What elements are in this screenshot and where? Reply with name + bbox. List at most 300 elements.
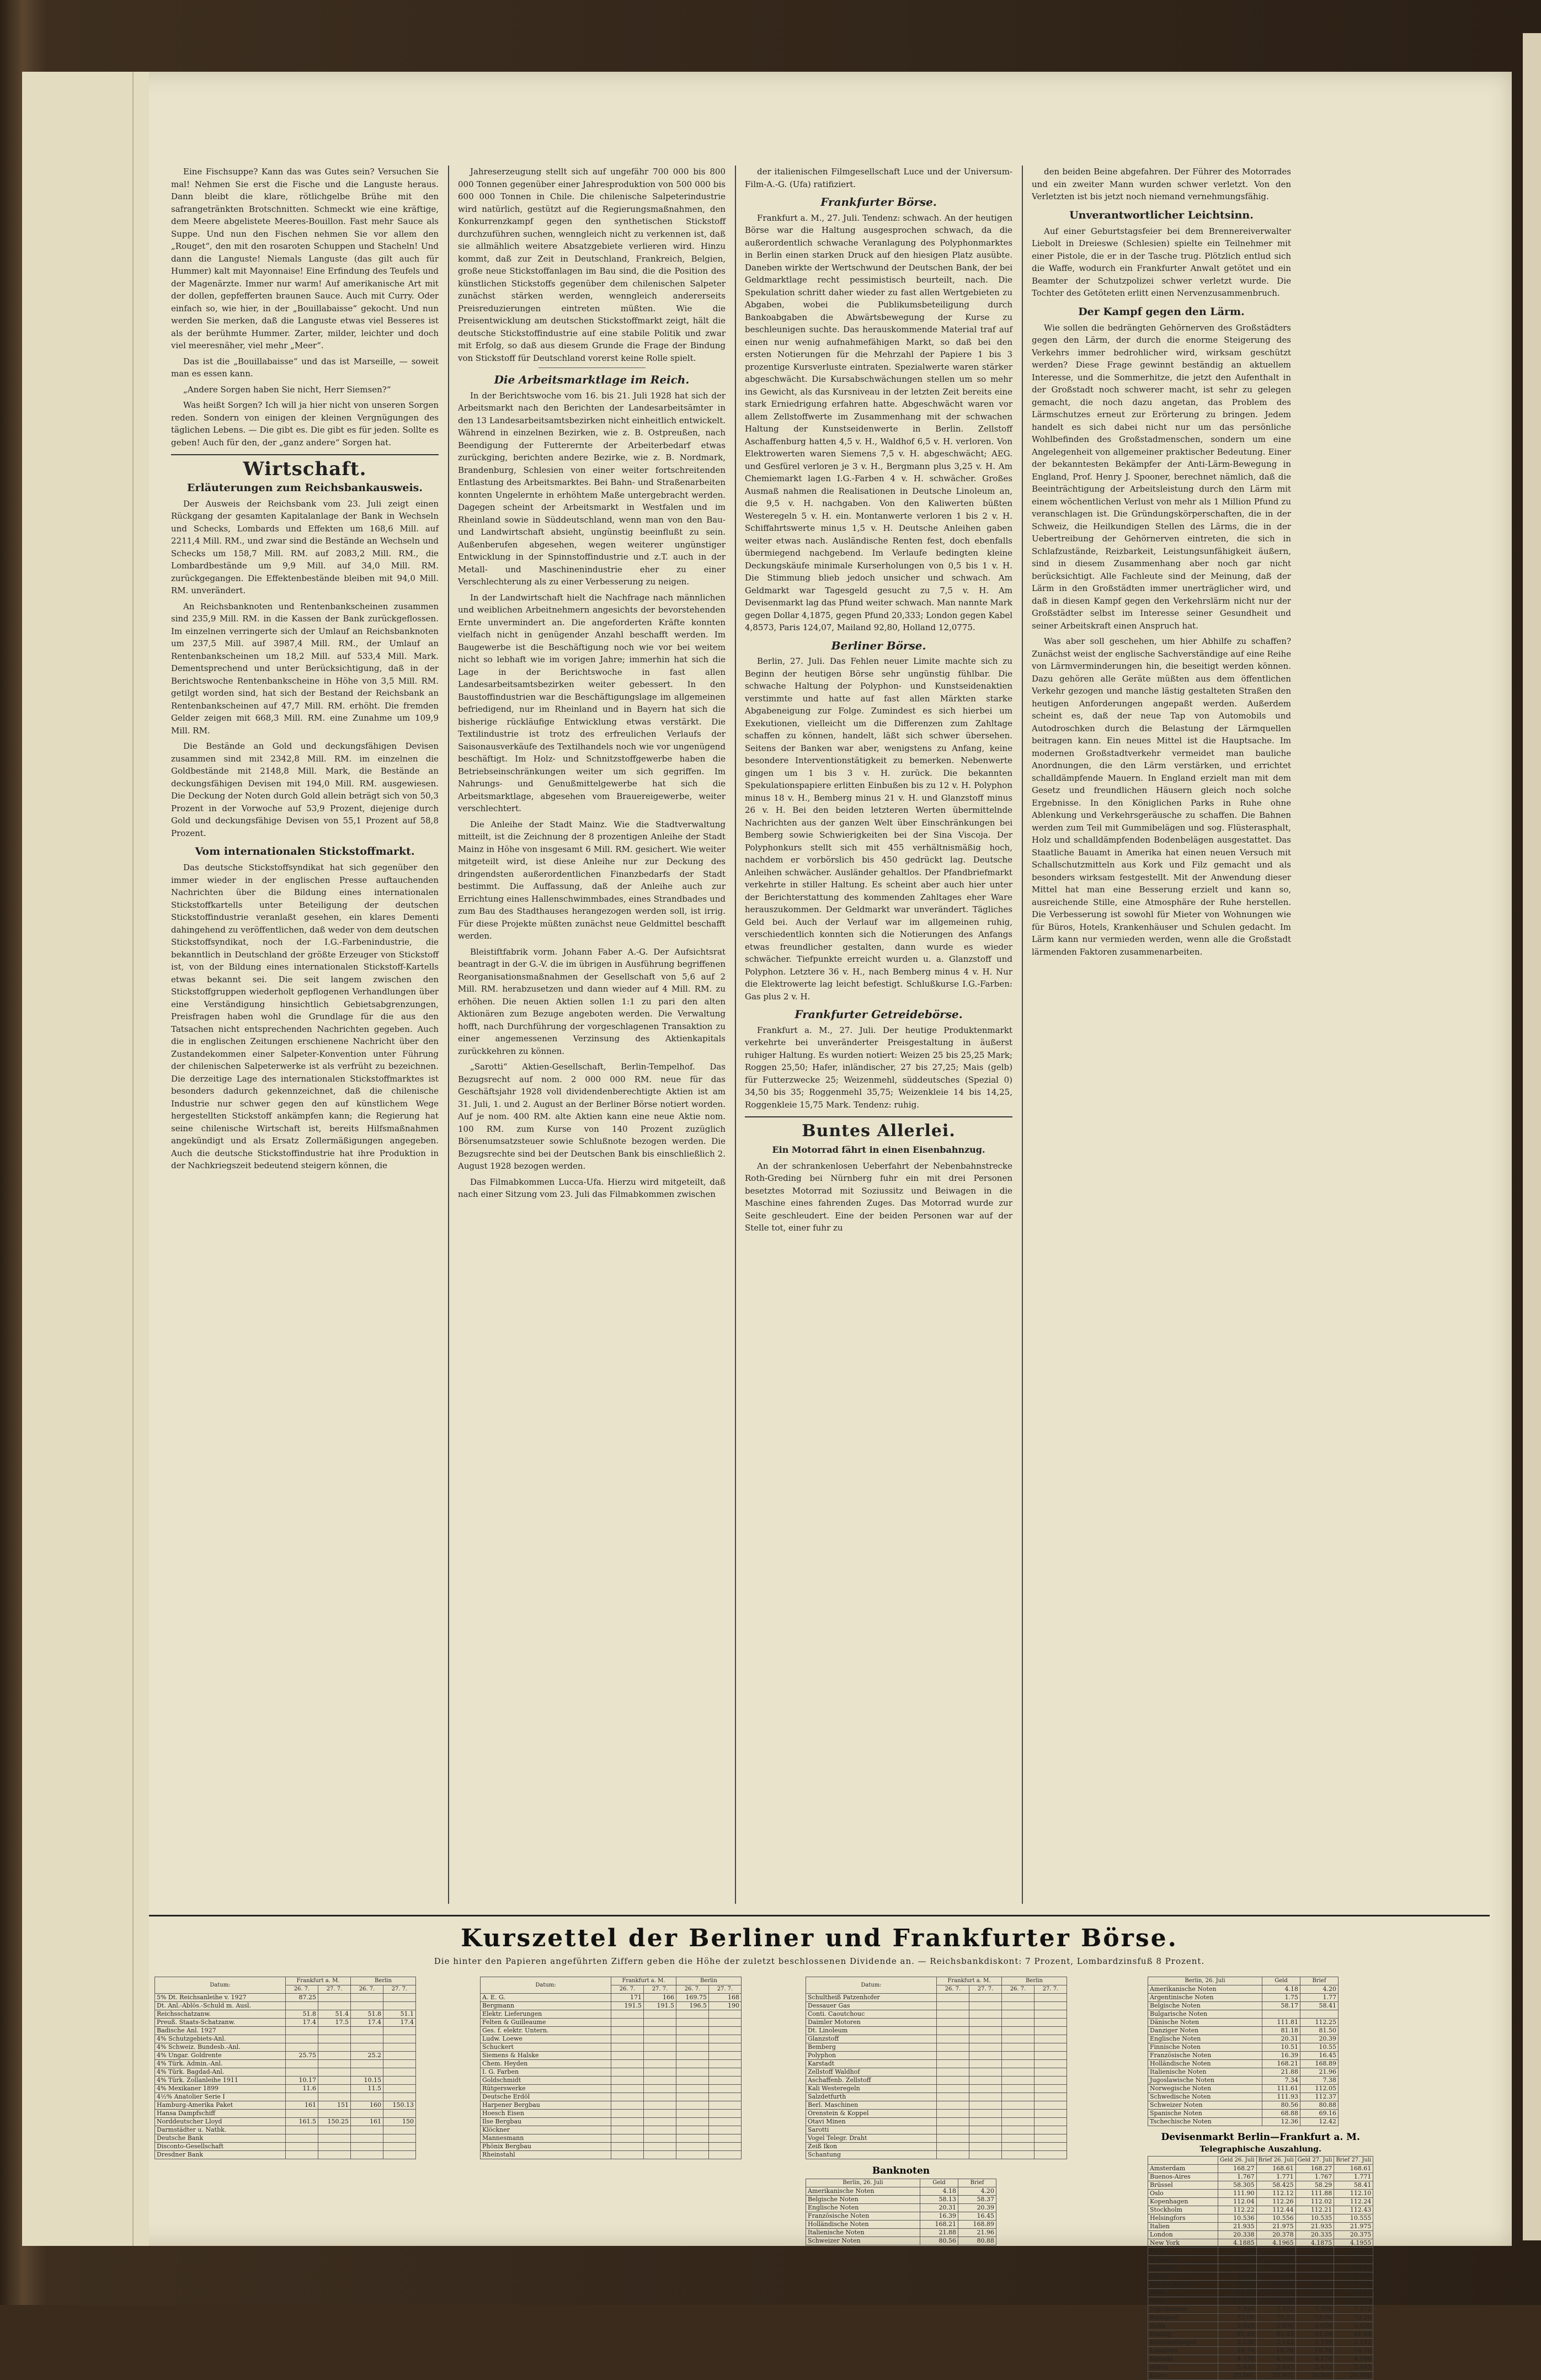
quote-value [318,2143,351,2151]
rate-value: 168.27 [1218,2165,1257,2173]
quote-value: 191.5 [611,2002,644,2010]
quote-value [937,2110,969,2118]
quote-value [676,2101,709,2110]
table-header-row [806,1977,1067,1985]
rate-value: 1.932 [1218,2272,1257,2281]
quote-value [611,2010,644,2019]
quote-value: 150.25 [318,2118,351,2126]
table-row [481,2101,742,2110]
rate-value: 21.975 [1256,2223,1295,2231]
quote-value [709,2068,742,2076]
column-group-berlin: Berlin [351,1977,416,1985]
noten-block [1148,1977,1373,2380]
quote-value: 17.5 [318,2019,351,2027]
column-header-date: 27. 7. [1035,1985,1067,1994]
quote-value [611,2052,644,2060]
table-row [1148,2297,1373,2306]
quote-value [969,2126,1002,2134]
quote-value [318,2043,351,2052]
quote-value [383,2027,416,2035]
quote-value [611,2085,644,2093]
column-header-date: 26. 7. [937,1985,969,1994]
currency-name: Konstantinopel [1148,2339,1218,2347]
quote-value [709,2060,742,2068]
quote-value [937,2035,969,2043]
table-row [1148,2019,1339,2027]
column-header-date: 26. 7. [351,1985,383,1994]
table-row [806,2143,1067,2151]
quote-value [383,2085,416,2093]
security-name: 4% Mexikaner 1899 [155,2085,286,2093]
rate-value: 20.901 [1256,2372,1295,2380]
table-row [1148,2118,1339,2126]
rate-value: 20.900 [1334,2372,1373,2380]
quote-value [318,2085,351,2093]
currency-name: Danzig [1148,2330,1218,2339]
quote-value [351,2143,383,2151]
currency-name: Holländische Noten [806,2221,920,2229]
table-row [155,2002,416,2010]
rate-value: 20.375 [1334,2231,1373,2239]
security-name: Hoesch Eisen [481,2110,611,2118]
column-header-date: 27. 7. [969,1985,1002,1994]
rate-value: 10.555 [1334,2214,1373,2223]
quote-value [969,2093,1002,2101]
table-row [481,2035,742,2043]
security-name: 4% Türk. Bagdad-Anl. [155,2068,286,2076]
security-name: Chem. Heyden [481,2060,611,2068]
quote-value [318,2076,351,2085]
rate-value: 0.502 [1295,2281,1334,2289]
article-berliner-boerse [745,655,1012,1003]
quote-value [383,2060,416,2068]
quote-value: 25.2 [351,2052,383,2060]
quote-value [286,2043,318,2052]
quote-value [1035,2068,1067,2076]
quote-value [351,2002,383,2010]
currency-name: Schwedische Noten [1148,2093,1262,2101]
rate-value: 10.535 [1295,2214,1334,2223]
quote-value [676,2085,709,2093]
table-row [1148,2322,1373,2330]
column-group-frankfurt: Frankfurt a. M. [286,1977,351,1985]
quote-value: 17.4 [286,2019,318,2027]
rate-value: 1.771 [1256,2173,1295,2181]
column-header: Brief 27. Juli [1334,2157,1373,2165]
quote-value [709,2118,742,2126]
rate-value: 80.56 [920,2237,958,2245]
quote-value [1002,2134,1035,2143]
rate-value: 21.88 [920,2229,958,2237]
security-name: Glanzstoff [806,2035,937,2043]
quote-value [969,2085,1002,2093]
rate-value: 112.37 [1300,2093,1339,2101]
quote-value [383,2035,416,2043]
quote-value [318,2110,351,2118]
currency-name: Amsterdam [1148,2165,1218,2173]
table-row [806,2118,1067,2126]
security-name: 4% Schweiz. Bundesb.-Anl. [155,2043,286,2052]
column-header: Geld [1262,1977,1300,1985]
table-row [481,2126,742,2134]
table-row [155,2043,416,2052]
currency-name: Danziger Noten [1148,2027,1262,2035]
rate-value: 3.030 [1256,2322,1295,2330]
quote-value [1035,2134,1067,2143]
quote-value [676,2043,709,2052]
quote-value [1035,2126,1067,2134]
security-name: 5% Dt. Reichsanleihe v. 1927 [155,1994,286,2002]
rate-value: 4.1885 [1218,2239,1257,2248]
quote-value [1002,2060,1035,2068]
rate-value: 58.99 [1218,2289,1257,2297]
rate-value: 73.22 [1256,2314,1295,2322]
quote-value [1035,2002,1067,2010]
table-row [806,2035,1067,2043]
currency-name: Schweiz [1148,2256,1218,2264]
rate-value: 0.502 [1218,2281,1257,2289]
rate-value: 0.504 [1256,2281,1295,2289]
rate-value: 111.90 [1218,2190,1257,2198]
rate-value: 80.56 [1262,2101,1300,2110]
paragraph: Was heißt Sorgen? Ich will ja hier nicht von unseren Sorgen reden. Sondern von einigen der kleinen Vergnügungen des täglichen Lebens. — Die gibt es. Die gibt es für jeden. Sollte es geben! Auch für den, der „ganz andere“ Sorgen hat. [171,400,439,448]
rate-value: 10.556 [1256,2214,1295,2223]
rate-value: 3.030 [1334,2322,1373,2330]
binding-edge [132,72,134,2246]
table-row [481,2002,742,2010]
quote-value [1035,2085,1067,2093]
security-name: Hamburg-Amerika Paket [155,2101,286,2110]
rate-value: 81.45 [1256,2330,1295,2339]
table-row [1148,2043,1339,2052]
security-name: Dt. Anl.-Ablös.-Schuld m. Ausl. [155,2002,286,2010]
quote-value [318,2052,351,2060]
table-row [806,2052,1067,2060]
table-row [481,2068,742,2076]
table-row [806,2027,1067,2035]
quote-value: 87.25 [286,1994,318,2002]
table-row [1148,2181,1373,2190]
quote-value: 168 [709,1994,742,2002]
quote-value [644,2101,676,2110]
column-group-frankfurt: Frankfurt a. M. [937,1977,1002,1985]
paragraph: den beiden Beine abgefahren. Der Führer des Motorrades und ein zweiter Mann wurden schwer verletzt. Von den Verletzten ist bis jetzt noch niemand vernehmungsfähig. [1032,167,1291,201]
quote-value [676,2035,709,2043]
security-name: Ilse Bergbau [481,2118,611,2126]
quote-value [1035,2151,1067,2159]
rate-value: 112.04 [1218,2198,1257,2206]
table-row [806,2212,996,2221]
rate-value: 58.13 [920,2196,958,2204]
security-name: Otavi Minen [806,2118,937,2126]
table-row [481,2093,742,2101]
banknoten-block [806,2163,996,2245]
quote-value: 150 [383,2118,416,2126]
paragraph: Die Anleihe der Stadt Mainz. Wie die Stadtverwaltung mitteilt, ist die Zeichnung der 8 prozentigen Anleihe der Stadt Mainz in Höhe von insgesamt 6 Mill. RM. gesichert. Wie weiter mitgeteilt wird, ist diese Anleihe nur zur Deckung des dringendsten außerordentlichen Finanzbedarfs der Stadt bestimmt. Die Auffassung, daß der Anleihe auch zur Errichtung eines Hallenschwimmbades, eines Strandbades und zum Bau des Stadthauses herangezogen werden soll, ist irrig. Für diese Projekte müßten zunächst neue Geldmittel beschafft werden. [458,819,726,941]
quote-value [644,2068,676,2076]
currency-name: Budapest [1148,2314,1218,2322]
quote-value [676,2126,709,2134]
quote-value [383,2052,416,2060]
security-name: Dt. Linoleum [806,2027,937,2035]
quote-value [709,2035,742,2043]
column-header-date: 26. 7. [286,1985,318,1994]
column-1-intro [171,166,439,449]
rate-value: 16.425 [1334,2248,1373,2256]
table-row [1148,2372,1373,2380]
quote-value [286,2027,318,2035]
quote-value [1035,2035,1067,2043]
rate-value: 4.18 [920,2187,958,2196]
rate-value: 112.21 [1295,2206,1334,2214]
quote-value [937,2151,969,2159]
quote-value [644,2027,676,2035]
rate-value: 18.78 [1256,2347,1295,2355]
column-header: Brief [958,2179,996,2187]
table-row [481,2110,742,2118]
security-name: 4% Ungar. Goldrente [155,2052,286,2060]
rate-value: 58.29 [1295,2181,1334,2190]
rate-value: 1.936 [1256,2272,1295,2281]
column-header-date: 26. 7. [1002,1985,1035,1994]
column-header-date: 27. 7. [709,1985,742,1994]
security-name: Aschaffenb. Zellstoff [806,2076,937,2085]
currency-name: Dänische Noten [1148,2019,1262,2027]
table-row [481,2118,742,2126]
rate-value: 4.178 [1218,2355,1257,2363]
rate-value: 81.29 [1218,2330,1257,2339]
quote-value [611,2076,644,2085]
quote-value [676,2143,709,2151]
column-2-top [458,166,726,364]
rate-value: 58.41 [1334,2181,1373,2190]
paragraph: Was aber soll geschehen, um hier Abhilfe zu schaffen? Zunächst weist der englische Sachverständige auf eine Reihe von Lärmverminderungen hin, die beseitigt werden können. Dazu gehören alle Geräte müßten aus dem öffentlichen Verkehr gezogen und manche lästig gestalteten Straßen den heutigen Anforderungen angepaßt werden. Außerdem scheint es, daß der neue Tap von Automobils und Autodroschken durch die Belastung der Lärmquellen beitragen kann. Ein neues Mittel ist die Hauptsache. Im modernen Großstadtverkehr vermeidet man bauliche Anordnungen, die den Lärm verstärken, und errichtet schalldämpfende Mauern. In England erzielt man mit dem Gesetz und freundlichen Häusern gleich noch solche Ergebnisse. In den Königlichen Parks in Ruhe ohne Ablenkung und Verkehrsgeräusche zu schaffen. Die Bahnen werden zum Teil mit Gummibelägen und sog. Flüsterasphalt, Holz und schalldämpfenden Bodenbelägen ausgestattet. Das Staatliche Bauamt in Amerika hat einen neuen Versuch mit Schallschutzmitteln aus Kork und Filz gemacht und als besonders wirksam festgestellt. Mit der Anwendung dieser Mittel hat man eine Besserung erzielt und kann so, ausreichende Stille, eine Atmosphäre der Ruhe herstellen. Die Verbesserung ist sowohl für Mieter von Wohnungen wie für Büros, Hotels, Krankenhäuser und Schulen gedacht. Im Lärm kann nur vermieden werden, wenn alle die Großstadt lärmenden Faktoren zusammenarbeiten. [1032,636,1291,957]
currency-name: Französische Noten [1148,2052,1262,2060]
rate-value: 69.29 [1295,2264,1334,2272]
table-row [1148,1994,1339,2002]
rate-value: 80.72 [1218,2256,1257,2264]
quote-value [611,2019,644,2027]
quote-value [709,2151,742,2159]
table-row [806,2187,996,2196]
quote-value [969,2110,1002,2118]
column-header: Brief [1300,1977,1339,1985]
quote-value [676,2010,709,2019]
table-row [155,1994,416,2002]
rate-value: 112.22 [1218,2206,1257,2214]
column-header: Geld [920,2179,958,2187]
currency-name: Amerikanische Noten [806,2187,920,2196]
paragraph: Auf einer Geburtstagsfeier bei dem Brennereiverwalter Liebolt in Dreieswe (Schlesien) spielte ein Teilnehmer mit einer Pistole, die er in der Tasche trug. Plötzlich entlud sich die Waffe, wodurch ein Frankfurter Anwalt getötet und ein Beamter der Schutzpolizei schwer verletzt wurde. Die Tochter des Getöteten erlitt einen Nervenzusammenbruch. [1032,226,1291,298]
quote-value: 11.5 [351,2085,383,2093]
table-row [806,2093,1067,2101]
quote-value [709,2134,742,2143]
rate-value: 16.39 [1218,2248,1257,2256]
quote-value [1002,2068,1035,2076]
quote-value [1002,2085,1035,2093]
quote-value [286,2110,318,2118]
table-row [1148,2002,1339,2010]
kurs-table-3 [806,1977,1067,2159]
quote-value [644,2118,676,2126]
quote-value [709,2085,742,2093]
quote-value: 10.15 [351,2076,383,2085]
column-header-datum: Datum: [155,1977,286,1994]
quote-value [969,2035,1002,2043]
rate-value: 1.935 [1334,2272,1373,2281]
quote-value [611,2027,644,2035]
quote-value [1035,2052,1067,2060]
column-header-date: 26. 7. [611,1985,644,1994]
column-4 [1032,166,1291,961]
rate-value: 168.89 [958,2221,996,2229]
security-name: Mannesmann [481,2134,611,2143]
rate-value: 18.78 [1334,2347,1373,2355]
rate-value: 3.024 [1218,2322,1257,2330]
article-title-reichsbank: Erläuterungen zum Reichsbankausweis. [186,481,423,494]
table-row [155,2101,416,2110]
quote-value [644,2134,676,2143]
column-header-date: 27. 7. [383,1985,416,1994]
quote-value [644,2019,676,2027]
rate-value: 0.504 [1334,2281,1373,2289]
quote-value [969,2002,1002,2010]
quote-value [318,2035,351,2043]
quote-value [644,2043,676,2052]
table-header-row [806,2179,996,2187]
currency-name: Kopenhagen [1148,2198,1218,2206]
heading-buntes-allerlei: Buntes Allerlei. [802,1121,956,1141]
quote-value [969,2143,1002,2151]
article-title-frankfurter-boerse: Frankfurter Börse. [820,195,937,209]
quote-value [709,2027,742,2035]
rate-value: 7.358 [1218,2306,1257,2314]
table-row [1148,2231,1373,2239]
quote-value [1002,2027,1035,2035]
rate-value: 73.20 [1334,2314,1373,2322]
table-row [1148,2330,1373,2339]
quote-value [1002,2035,1035,2043]
quote-value [318,2151,351,2159]
rate-value: 58.17 [1262,2002,1300,2010]
quote-value [969,2134,1002,2143]
rate-value: 112.12 [1256,2190,1295,2198]
table-row [1148,2248,1373,2256]
rate-value: 58.37 [958,2196,996,2204]
rate-value: 12.416 [1218,2297,1257,2306]
rate-value: 5.435 [1218,2363,1257,2372]
table-row [1148,2223,1373,2231]
security-name: 4½% Anatolier Serie I [155,2093,286,2101]
rate-value: 20.860 [1295,2372,1334,2380]
section-rule [149,1915,1490,1916]
quote-value [937,2085,969,2093]
rate-value: 20.335 [1295,2231,1334,2239]
rate-value: 10.55 [1300,2043,1339,2052]
quote-value [709,2093,742,2101]
table-row [1148,2052,1339,2060]
security-name: Siemens & Halske [481,2052,611,2060]
column-3 [745,166,1012,1238]
rate-value: 7.372 [1256,2306,1295,2314]
quote-value [969,2118,1002,2126]
security-name: Schultheiß Patzenhofer [806,1994,937,2002]
quote-value [611,2118,644,2126]
article-title-getreideboerse: Frankfurter Getreidebörse. [795,1008,963,1021]
kurs-table-2 [480,1977,742,2159]
quote-value: 17.4 [383,2019,416,2027]
quote-value: 51.1 [383,2010,416,2019]
quote-value [383,2093,416,2101]
column-rule [1022,166,1023,1904]
quote-value [937,2060,969,2068]
table-row [155,2151,416,2159]
rate-value: 7.34 [1262,2076,1300,2085]
quote-value: 17.4 [351,2019,383,2027]
quote-value [351,2035,383,2043]
security-name: Rütgerswerke [481,2085,611,2093]
rate-value: 10.51 [1262,2043,1300,2052]
rate-value: 16.39 [1262,2052,1300,2060]
quote-value [709,2052,742,2060]
security-name: Phönix Bergbau [481,2143,611,2151]
rate-value: 1.767 [1218,2173,1257,2181]
table-row [1148,2101,1339,2110]
quote-value: 51.8 [351,2010,383,2019]
column-header: Geld 27. Juli [1295,2157,1334,2165]
rate-value: 1.931 [1295,2272,1334,2281]
rate-value: 2.142 [1256,2339,1295,2347]
security-name: Badische Anl. 1927 [155,2027,286,2035]
paragraph: Frankfurt a. M., 27. Juli. Tendenz: schwach. An der heutigen Börse war die Haltung ausgesprochen schwach, da die außerordentlich schwache Veranlagung des Polyphonmarktes in Berlin einen starken Druck auf den hiesigen Platz ausübte. Daneben wirkte der Wertschwund der Deutschen Bank, der bei Geldmarktlage recht pessimistisch beurteilt, nach. Die Spekulation schritt daher wieder zu fast allen Wertgebieten zu Abgaben, wobei die Publikumsbeteiligung durch Bankoabgaben die Abwärtsbewegung der Kurse zu beschleunigen suchte. Das herauskommende Material traf auf einen nur wenig aufnahmefähigen Markt, so daß bei den ersten Notierungen für die Mehrzahl der Papiere 1 bis 3 prozentige Kursverluste eintraten. Spezialwerte waren stärker abgeschwächt. Die Kursabschwächungen stellen um so mehr ins Gewicht, als das Kursniveau in der letzten Zeit bereits eine stark Erniedrigung erfahren hatte. Abgeschwächt waren vor allem Zellstoffwerte im Zusammenhang mit der schwachen Haltung der Kunstseidenwerte in Berlin. Zellstoff Aschaffenburg hatten 4,5 v. H., Waldhof 6,5 v. H. verloren. Von Elektrowerten waren Siemens 7,5 v. H. abgeschwächt; AEG. und Gesfürel verloren je 3 v. H., Bergmann plus 3,25 v. H. Am Chemiemarkt lagen I.G.-Farben 4 v. H. schwächer. Großes Ausmaß nahmen die Realisationen in Deutsche Linoleum an, die 9,5 v. H. nachgaben. Von den Kaliwerten büßten Westeregeln 5 v. H. ein. Montanwerte verloren 1 bis 2 v. H. Schiffahrtswerte minus 1,5 v. H. Deutsche Anleihen gaben weiter etwas nach. Ausländische Renten fest, doch ebenfalls übermiegend nachgebend. Im Verlaufe bedingten kleine Deckungskäufe minimale Kurserholungen von 0,5 bis 1 v. H. Die Stimmung blieb jedoch unsicher und schwach. Am Geldmarkt war Tagesgeld gesucht zu 7,5 v. H. Am Devisenmarkt lag das Pfund weiter schwach. Man nannte Mark gegen Dollar 4,1875, gegen Pfund 20,333; London gegen Kabel 4,8573, Paris 124,07, Mailand 92,80, Holland 12,0775. [745,212,1012,632]
quote-value [318,2134,351,2143]
quote-value: 160 [351,2101,383,2110]
rate-value: 112.05 [1300,2085,1339,2093]
security-name: Conti. Caoutchouc [806,2010,937,2019]
security-name: Goldschmidt [481,2076,611,2085]
rate-value: 112.10 [1334,2190,1373,2198]
quote-value [1002,2002,1035,2010]
rate-value: 80.88 [958,2237,996,2245]
rate-value: 168.61 [1256,2165,1295,2173]
table-row [1148,2076,1339,2085]
table-row [155,2027,416,2035]
security-name: Hansa Dampfschiff [155,2110,286,2118]
column-header: Brief 26. Juli [1256,2157,1295,2165]
table-row [155,2035,416,2043]
rate-value: 12.436 [1256,2297,1295,2306]
heading-wirtschaft: Wirtschaft. [243,458,367,480]
quote-value [644,2126,676,2134]
rate-value: 12.36 [1262,2118,1300,2126]
quote-value [969,2052,1002,2060]
quote-value [351,2068,383,2076]
rate-value: 21.975 [1334,2223,1373,2231]
currency-name: Norwegische Noten [1148,2085,1262,2093]
quote-value [1002,2126,1035,2134]
rate-value: 5.445 [1334,2363,1373,2372]
quote-value [676,2110,709,2118]
table-row [481,2151,742,2159]
quote-value [1035,2118,1067,2126]
rate-value: 21.96 [958,2229,996,2237]
quote-value [383,1994,416,2002]
rate-value: 168.89 [1300,2060,1339,2068]
quote-value [383,2110,416,2118]
quote-value [1035,2076,1067,2085]
currency-name: Bulgarische Noten [1148,2010,1262,2019]
article-arbeitsmarkt [458,390,726,1201]
